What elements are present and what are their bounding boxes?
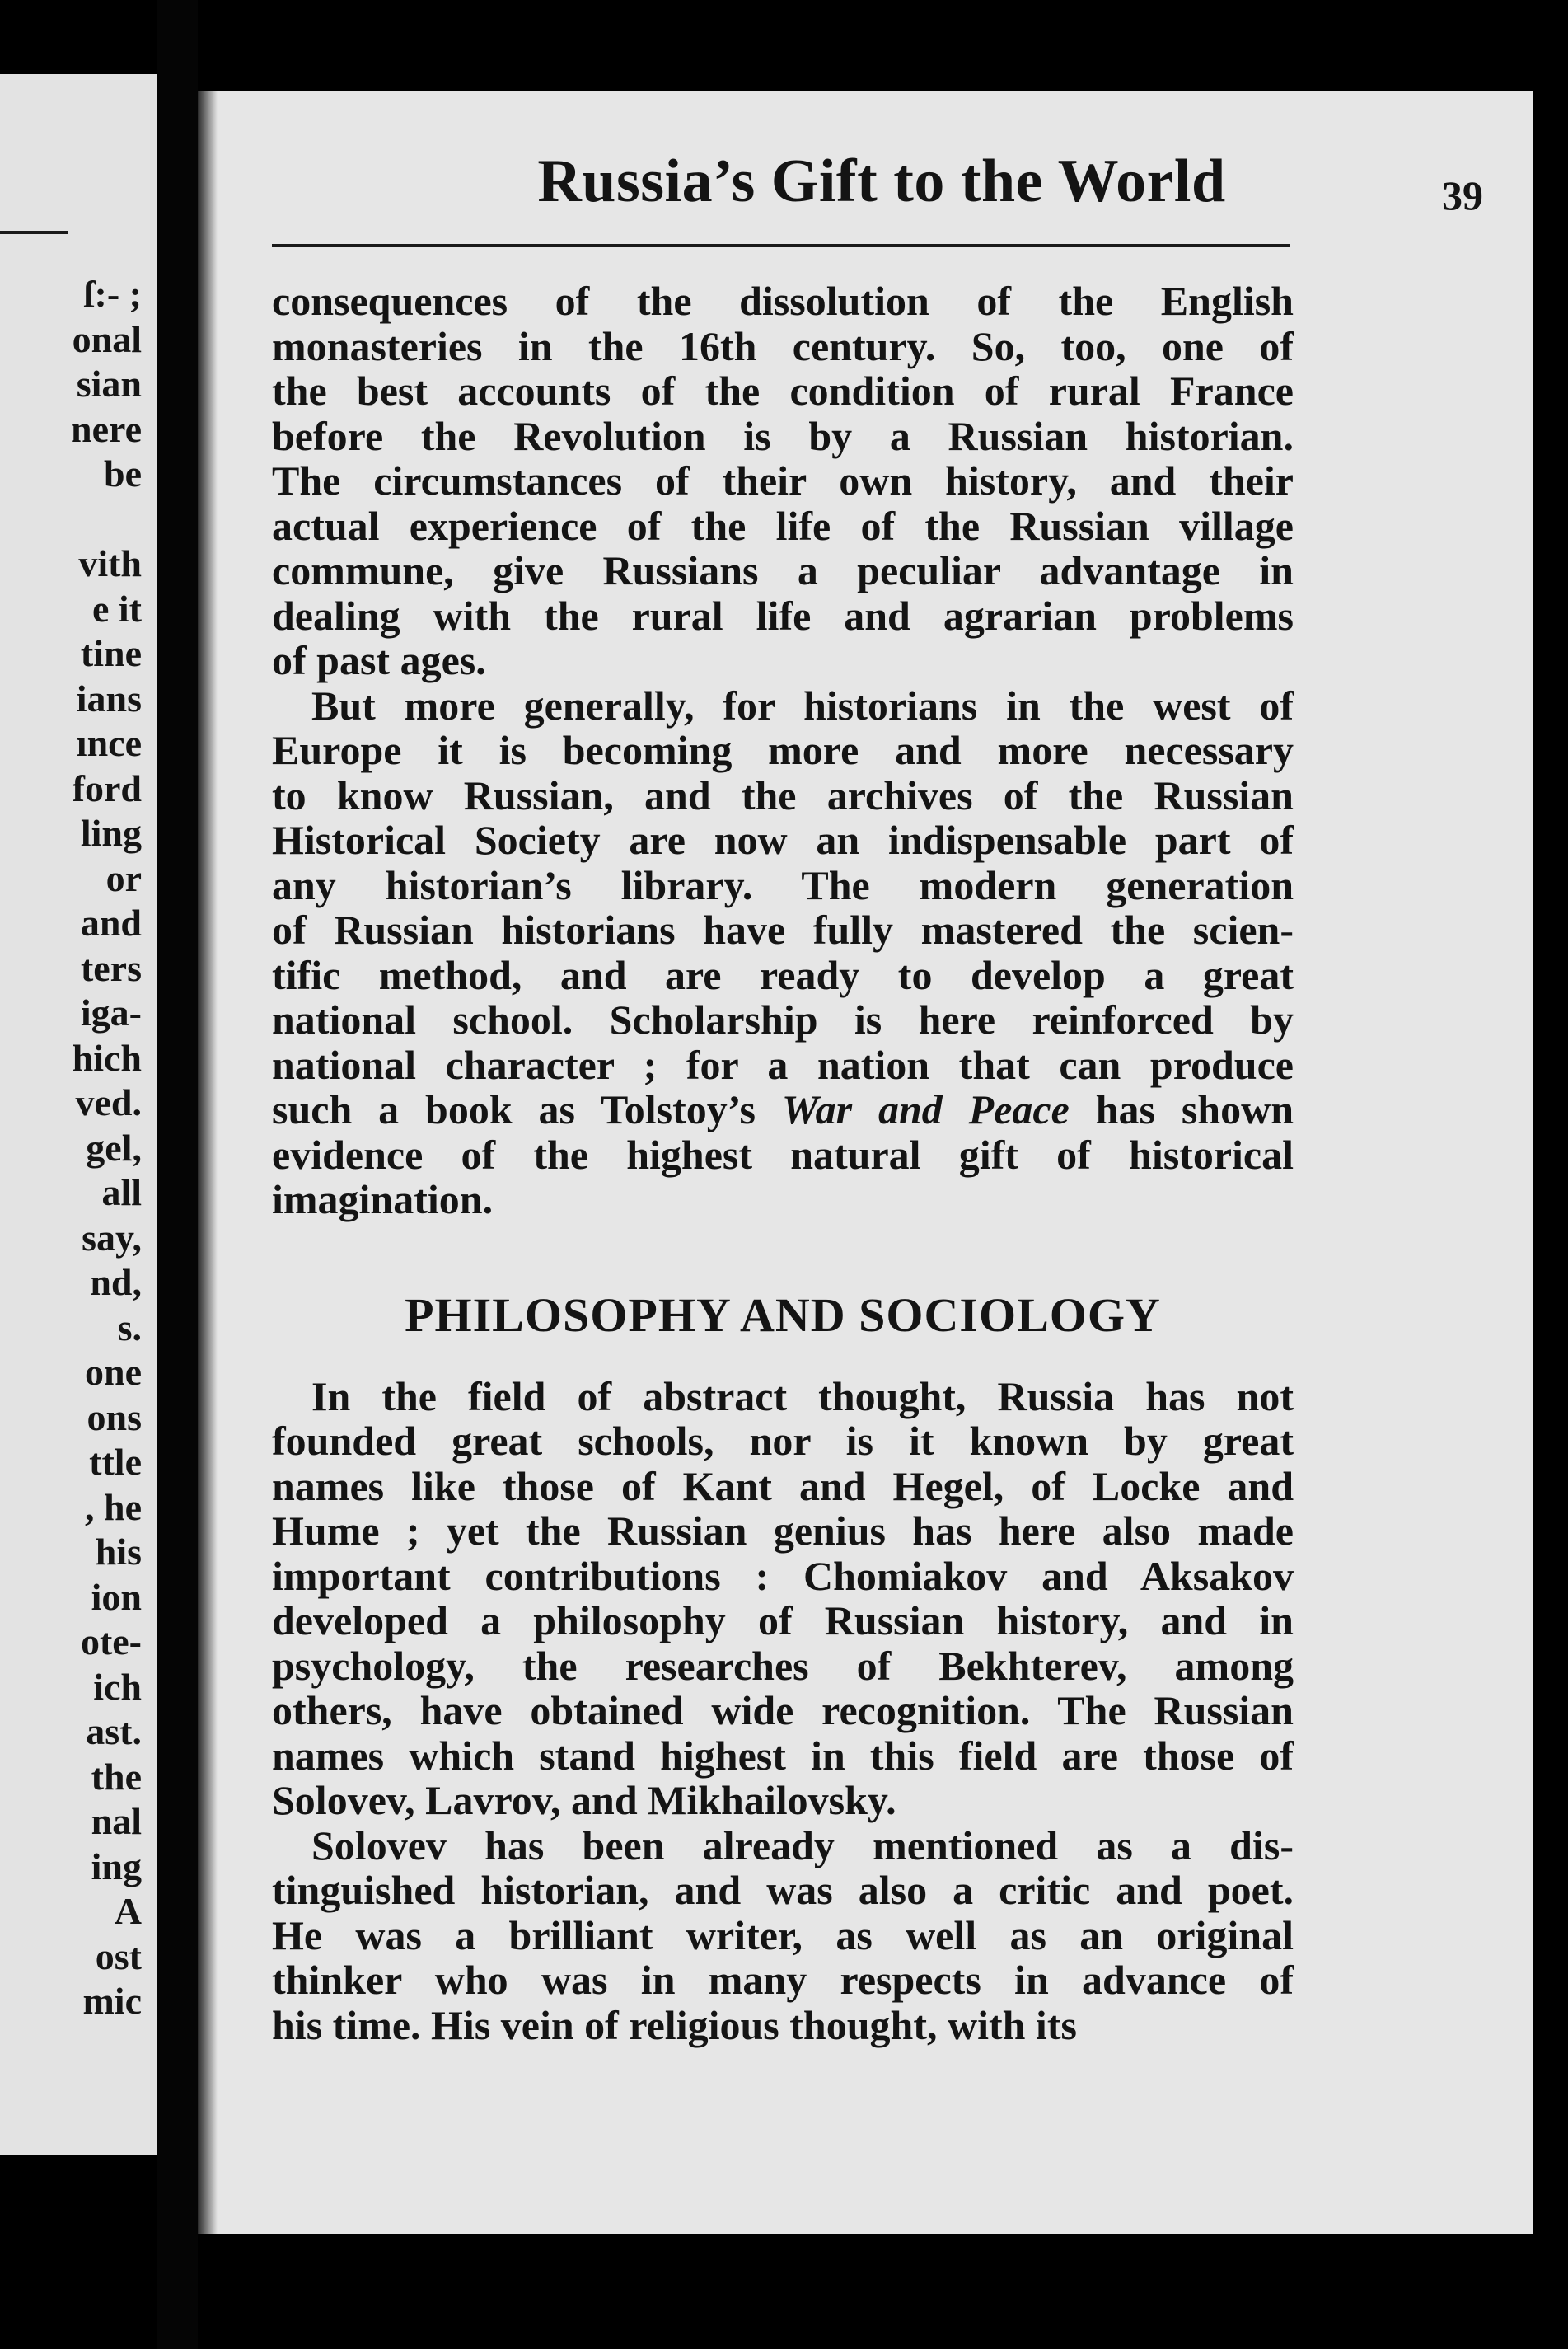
text-line-with-title bbox=[272, 1087, 1294, 1132]
facing-page-text-fragments bbox=[0, 272, 142, 2024]
text-column bbox=[272, 279, 1294, 2047]
text-line: to know Russian, and the archives of the Russian bbox=[272, 771, 1294, 818]
text-line: names which stand highest in this field are those of bbox=[272, 1732, 1294, 1779]
facing-page-fragment-line: , he bbox=[85, 1485, 142, 1528]
text-line: tinguished historian, and was also a critic and poet. bbox=[272, 1867, 1294, 1913]
header-rule bbox=[272, 244, 1290, 247]
text-line: psychology, the researches of Bekhterev, among bbox=[272, 1642, 1294, 1689]
text-line: commune, give Russians a peculiar advantage in bbox=[272, 547, 1294, 593]
text-line: national school. Scholarship is here reinforced by bbox=[272, 996, 1294, 1043]
facing-page-fragment-line: iga- bbox=[80, 992, 142, 1034]
text-line: any historian’s library. The modern generation bbox=[272, 861, 1294, 908]
text-line: names like those of Kant and Hegel, of Locke and bbox=[272, 1462, 1294, 1509]
facing-page-fragment-line: his bbox=[95, 1531, 142, 1573]
facing-page-fragment-line: s. bbox=[117, 1306, 142, 1348]
text-line: consequences of the dissolution of the English bbox=[272, 278, 1294, 324]
facing-page-fragment-line: ote- bbox=[80, 1620, 142, 1662]
facing-page-fragment-line: ford bbox=[72, 767, 142, 809]
book-gutter bbox=[157, 0, 198, 2349]
facing-page-fragment-line: sian bbox=[76, 363, 142, 405]
text-line: actual experience of the life of the Russian village bbox=[272, 502, 1294, 549]
page-number: 39 bbox=[1442, 172, 1483, 218]
facing-page-fragment-line: mic bbox=[82, 1980, 142, 2022]
facing-page-fragment-line: say, bbox=[82, 1216, 142, 1259]
book-page bbox=[198, 91, 1533, 2234]
text-line: Solovev, Lavrov, and Mikhailovsky. bbox=[272, 1777, 896, 1823]
facing-page-fragment-line: ved. bbox=[75, 1081, 142, 1123]
text-line: evidence of the highest natural gift of historical bbox=[272, 1131, 1294, 1178]
facing-page-fragment-line: ion bbox=[91, 1575, 142, 1618]
facing-page-fragment-line: gel, bbox=[86, 1126, 142, 1169]
text-segment: such a book as Tolstoy’s bbox=[272, 1086, 782, 1132]
facing-page-fragment-line: ons bbox=[87, 1395, 142, 1438]
facing-page-fragment-line: be bbox=[104, 452, 142, 495]
text-line: his time. His vein of religious thought, with its bbox=[272, 2001, 1077, 2048]
text-line: developed a philosophy of Russian history, and in bbox=[272, 1597, 1294, 1643]
paragraph-continuation bbox=[272, 279, 1294, 683]
facing-page-fragment-line: nere bbox=[70, 407, 142, 450]
text-line: Historical Society are now an indispensable part of bbox=[272, 817, 1294, 863]
facing-page-fragment-line: ians bbox=[76, 677, 142, 720]
facing-page-fragment-line: nd, bbox=[90, 1261, 142, 1303]
facing-page-fragment-line: ich bbox=[93, 1665, 142, 1708]
text-line: important contributions : Chomiakov and Aksakov bbox=[272, 1552, 1294, 1599]
facing-page-fragment-line: A bbox=[114, 1890, 142, 1932]
paragraph-historians bbox=[272, 683, 1294, 1222]
facing-page-fragment-line: ast. bbox=[86, 1710, 142, 1752]
facing-page-fragment-line: hich bbox=[72, 1036, 142, 1079]
text-line: But more generally, for historians in the west of bbox=[311, 682, 1294, 729]
facing-page-fragment-line: one bbox=[85, 1351, 142, 1393]
text-line: Solovev has been already mentioned as a dis- bbox=[311, 1822, 1294, 1868]
facing-page-fragment-line: ttle bbox=[89, 1441, 142, 1483]
facing-page-header-rule bbox=[0, 231, 68, 234]
text-line: founded great schools, nor is it known by great bbox=[272, 1418, 1294, 1464]
text-line: the best accounts of the condition of rural France bbox=[272, 368, 1294, 414]
facing-page-fragment-line: ſ:- ; bbox=[83, 273, 142, 315]
book-title-reference: War and Peace bbox=[781, 1086, 1070, 1132]
facing-page-fragment-line: nal bbox=[91, 1800, 142, 1842]
facing-page-fragment-line: ınce bbox=[76, 722, 142, 764]
section-heading: PHILOSOPHY AND SOCIOLOGY bbox=[405, 1287, 1161, 1342]
text-segment: has shown bbox=[1069, 1086, 1294, 1132]
facing-page-fragment-line: onal bbox=[72, 317, 142, 360]
text-line: before the Revolution is by a Russian historian. bbox=[272, 412, 1294, 459]
facing-page-fragment-line bbox=[0, 497, 142, 542]
facing-page-fragment-line: tine bbox=[80, 632, 142, 674]
paragraph-solovev bbox=[272, 1823, 1294, 2048]
text-line: Europe it is becoming more and more necessary bbox=[272, 727, 1294, 773]
text-line: thinker who was in many respects in advance of bbox=[272, 1957, 1294, 2003]
text-line: monasteries in the 16th century. So, too, one of bbox=[272, 322, 1294, 369]
facing-page-fragment-line: vith bbox=[78, 542, 142, 584]
text-line: Hume ; yet the Russian genius has here also made bbox=[272, 1507, 1294, 1554]
running-head-title: Russia’s Gift to the World bbox=[537, 148, 1226, 215]
facing-page-fragment-line: and bbox=[80, 902, 142, 944]
text-line: The circumstances of their own history, and their bbox=[272, 457, 1294, 504]
facing-page-fragment-line: ling bbox=[80, 812, 142, 854]
facing-page-fragment-line: all bbox=[101, 1171, 142, 1213]
text-line: imagination. bbox=[272, 1176, 494, 1222]
text-line: tific method, and are ready to develop a great bbox=[272, 951, 1294, 998]
text-line: dealing with the rural life and agrarian problems bbox=[272, 592, 1294, 639]
paragraph-abstract-thought bbox=[272, 1374, 1294, 1823]
facing-page-fragment-line: ost bbox=[95, 1934, 142, 1977]
facing-page-fragment-line: e it bbox=[91, 587, 142, 630]
facing-page-fragment-line: ing bbox=[91, 1845, 142, 1887]
text-line: of past ages. bbox=[272, 637, 486, 683]
text-line: He was a brilliant writer, as well as an original bbox=[272, 1911, 1294, 1958]
running-head bbox=[470, 147, 1483, 237]
facing-page-fragment-line: ters bbox=[80, 946, 142, 989]
text-line: others, have obtained wide recognition. The Russian bbox=[272, 1687, 1294, 1733]
text-line: of Russian historians have fully mastered the scien- bbox=[272, 907, 1294, 953]
text-line: national character ; for a nation that can produce bbox=[272, 1041, 1294, 1088]
facing-page-fragment bbox=[0, 74, 157, 2155]
text-line: In the field of abstract thought, Russia has not bbox=[311, 1372, 1294, 1419]
facing-page-fragment-line: or bbox=[105, 856, 142, 899]
facing-page-fragment-line: the bbox=[91, 1755, 142, 1798]
